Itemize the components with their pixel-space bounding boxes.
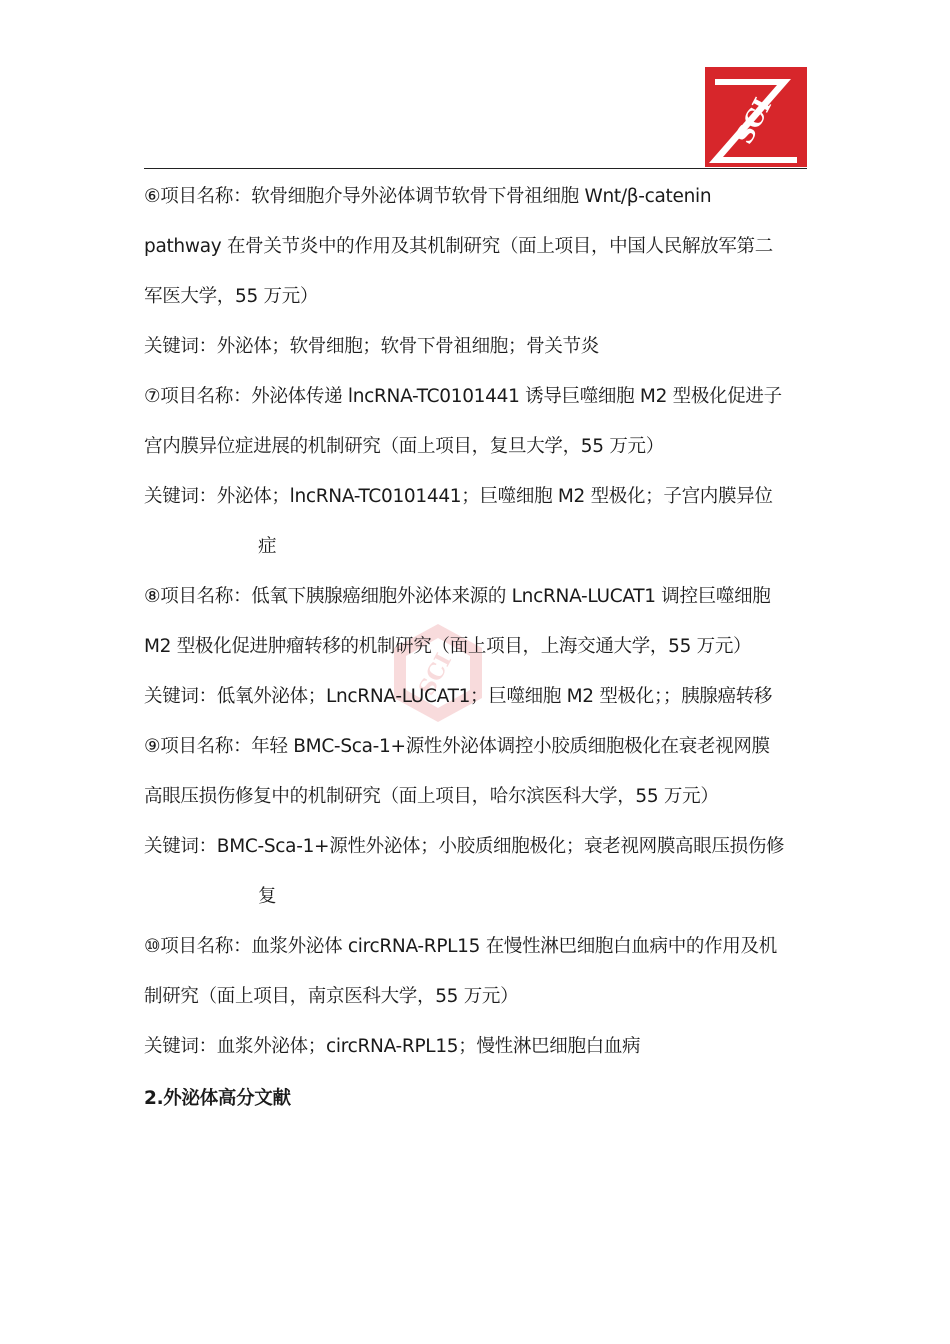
keywords-9 (144, 829, 814, 929)
text-line: ⑦项目名称：外泌体传递 lncRNA-TC0101441 诱导巨噬细胞 M2 型极化促进子 (144, 386, 782, 407)
watermark-text: SCI (413, 649, 458, 700)
text-line: ⑥项目名称：软骨细胞介导外泌体调节软骨下骨祖细胞 Wnt/β-catenin (144, 186, 712, 207)
project-6 (144, 179, 814, 329)
keywords-6 (144, 329, 814, 379)
section-heading: 2.外泌体高分文献 (144, 1088, 291, 1109)
text-line: 军医大学，55 万元） (144, 286, 319, 307)
text-line: 关键词：BMC-Sca-1+源性外泌体；小胶质细胞极化；衰老视网膜高眼压损伤修 (144, 836, 785, 857)
text-line: ⑧项目名称：低氧下胰腺癌细胞外泌体来源的 LncRNA-LUCAT1 调控巨噬细胞 (144, 586, 771, 607)
text-line: 关键词：血浆外泌体；circRNA-RPL15；慢性淋巴细胞白血病 (144, 1036, 641, 1057)
text-line: pathway 在骨关节炎中的作用及其机制研究（面上项目，中国人民解放军第二 (144, 236, 773, 257)
text-line: ⑩项目名称：血浆外泌体 circRNA-RPL15 在慢性淋巴细胞白血病中的作用及机 (144, 936, 777, 957)
text-line: M2 型极化促进肿瘤转移的机制研究（面上项目，上海交通大学，55 万元） (144, 636, 752, 657)
keywords-10 (144, 1029, 814, 1079)
text-line: 制研究（面上项目，南京医科大学，55 万元） (144, 986, 519, 1007)
keywords-8 (144, 679, 814, 729)
text-line: ⑨项目名称：年轻 BMC-Sca-1+源性外泌体调控小胶质细胞极化在衰老视网膜 (144, 736, 770, 757)
header-rule (144, 168, 807, 169)
text-line: 关键词：外泌体；软骨细胞；软骨下骨祖细胞；骨关节炎 (144, 336, 600, 357)
keywords-7 (144, 479, 814, 579)
text-line-continuation: 复 (258, 886, 277, 907)
text-line: 关键词：低氧外泌体；LncRNA-LUCAT1；巨噬细胞 M2 型极化；；胰腺癌转移 (144, 686, 773, 707)
sci-logo (705, 67, 807, 167)
project-7 (144, 379, 814, 479)
logo-text: SCI (729, 93, 778, 149)
text-line-continuation: 症 (258, 536, 277, 557)
text-line: 高眼压损伤修复中的机制研究（面上项目，哈尔滨医科大学，55 万元） (144, 786, 719, 807)
project-9 (144, 729, 814, 829)
document-body (144, 179, 814, 1131)
project-10 (144, 929, 814, 1029)
text-line: 宫内膜异位症进展的机制研究（面上项目，复旦大学，55 万元） (144, 436, 664, 457)
project-8 (144, 579, 814, 679)
text-line: 关键词：外泌体；lncRNA-TC0101441；巨噬细胞 M2 型极化；子宫内膜异位 (144, 486, 773, 507)
